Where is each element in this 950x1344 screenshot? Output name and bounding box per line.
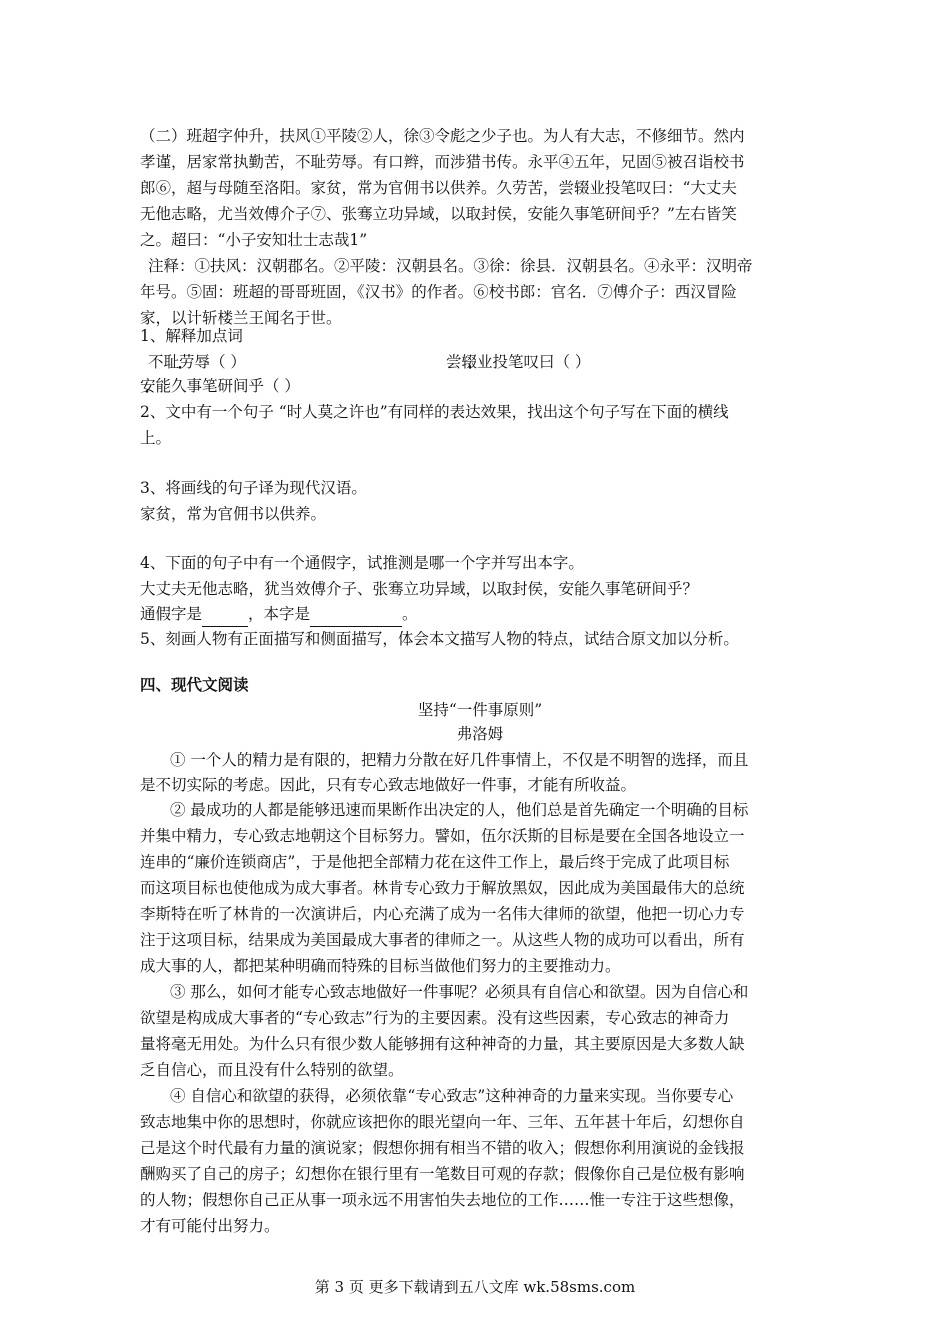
answer-blank-2[interactable] (310, 608, 402, 627)
question-1-title: 1、解释加点词 (140, 327, 243, 345)
paragraph-line: 成大事的人，都把某种明确而特殊的目标当做他们努力的主要推动力。 (140, 957, 621, 975)
paragraph-line: ② 最成功的人都是能够迅速而果断作出决定的人，他们总是首先确定一个明确的目标 (170, 801, 749, 819)
emphasis-dot (173, 351, 187, 371)
question-1c: 安能久事笔研间乎（ ） (140, 377, 300, 395)
paragraph-line: 致志地集中你的思想时，你就应该把你的眼光望向一年、三年、五年甚十年后，幻想你自 (140, 1113, 745, 1131)
article-title: 坚持“一件事原则” (417, 701, 543, 719)
emphasis-dot (463, 351, 477, 371)
section-heading: 四、现代文阅读 (140, 675, 249, 694)
question-4-title: 4、下面的句子中有一个通假字，试推测是哪一个字并写出本字。 (140, 554, 584, 572)
paragraph-line: 并集中精力，专心致志地朝这个目标努力。譬如，伍尔沃斯的目标是要在全国各地设立一 (140, 827, 745, 845)
question-5: 5、刻画人物有正面描写和侧面描写，体会本文描写人物的特点，试结合原文加以分析。 (140, 630, 739, 648)
question-4-sentence: 大丈夫无他志略，犹当效傅介子、张骞立功异域，以取封侯，安能久事笔研间乎？ (140, 580, 699, 598)
question-3-sentence: 家贫，常为官佣书以供养。 (140, 505, 327, 523)
paragraph-line: 连串的“廉价连锁商店”，于是他把全部精力花在这件工作上，最后终于完成了此项目标 (140, 853, 730, 871)
paragraph-line: ④ 自信心和欲望的获得，必须依靠“专心致志”这种神奇的力量来实现。当你要专心 (170, 1087, 734, 1105)
passage-line: 之。超曰：“小子安知壮士志哉1” (140, 231, 368, 249)
paragraph-line: 注于这项目标，结果成为美国最成大事者的律师之一。从这些人物的成功可以看出，所有 (140, 931, 745, 949)
paragraph-line: ① 一个人的精力是有限的，把精力分散在好几件事情上，不仅是不明智的选择，而且 (170, 751, 749, 769)
question-3-title: 3、将画线的句子译为现代汉语。 (140, 479, 367, 497)
notes-line: 注释：①扶风：汉朝郡名。②平陵：汉朝县名。③徐：徐县．汉朝县名。④永平：汉明帝 (148, 257, 753, 275)
passage-line: 郎⑥，超与母随至洛阳。家贫，常为官佣书以供养。久劳苦，尝辍业投笔叹曰：“大丈夫 (140, 179, 737, 197)
paragraph-line: 量将毫无用处。为什么只有很少数人能够拥有这种神奇的力量，其主要原因是大多数人缺 (140, 1035, 745, 1053)
article-author: 弗洛姆 (456, 725, 504, 743)
question-2: 2、文中有一个句子 “时人莫之许也”有同样的表达效果，找出这个句子写在下面的横线 (140, 403, 729, 421)
fill-label-b: ，本字是 (248, 605, 311, 623)
question-2-cont: 上。 (140, 429, 172, 447)
question-1a: 不耻劳辱（ ） (148, 353, 246, 371)
passage-line: （二）班超字仲升，扶风①平陵②人，徐③令彪之少子也。为人有大志，不修细节。然内 (140, 127, 745, 145)
notes-line: 家，以计斩楼兰王闻名于世。 (140, 309, 342, 327)
paragraph-line: 酬购买了自己的房子；幻想你在银行里有一笔数目可观的存款；假像你自己是位极有影响 (140, 1165, 745, 1183)
passage-line: 无他志略，尤当效傅介子⑦、张骞立功异域，以取封侯，安能久事笔研间乎？”左右皆笑 (140, 205, 737, 223)
paragraph-line: 李斯特在听了林肯的一次演讲后，内心充满了成为一名伟大律师的欲望，他把一切心力专 (140, 905, 745, 923)
paragraph-line: 才有可能付出努力。 (140, 1217, 280, 1235)
fill-label-a: 通假字是 (140, 605, 203, 623)
paragraph-line: 而这项目标也使他成为成大事者。林肯专心致力于解放黑奴，因此成为美国最伟大的总统 (140, 879, 745, 897)
passage-line: 孝谨，居家常执勤苦，不耻劳辱。有口辫，而涉猎书传。永平④五年，兄固⑤被召诣校书 (140, 153, 745, 171)
paragraph-line: 己是这个时代最有力量的演说家；假想你拥有相当不错的收入；假想你利用演说的金钱报 (140, 1139, 745, 1157)
notes-line: 年号。⑤固：班超的哥哥班固，《汉书》的作者。⑥校书郎：官名．⑦傅介子：西汉冒险 (140, 283, 737, 301)
page-footer: 第 3 页 更多下载请到五八文库 wk.58sms.com (314, 1278, 636, 1296)
paragraph-line: 乏自信心，而且没有什么特别的欲望。 (140, 1061, 404, 1079)
paragraph-line: 欲望是构成成大事者的“专心致志”行为的主要因素。没有这些因素，专心致志的神奇力 (140, 1009, 730, 1027)
question-1b: 尝辍业投笔叹曰（ ） (446, 353, 591, 371)
paragraph-line: ③ 那么，如何才能专心致志地做好一件事呢？必须具有自信心和欲望。因为自信心和 (170, 983, 749, 1001)
answer-blank-1[interactable] (202, 608, 248, 627)
fill-label-c: 。 (402, 605, 418, 623)
paragraph-line: 是不切实际的考虑。因此，只有专心致志地做好一件事，才能有所收益。 (140, 776, 637, 794)
emphasis-dot (140, 375, 154, 395)
paragraph-line: 的人物；假想你自己正从事一项永远不用害怕失去地位的工作……惟一专注于这些想像， (140, 1191, 745, 1209)
question-4-fill (140, 601, 820, 627)
